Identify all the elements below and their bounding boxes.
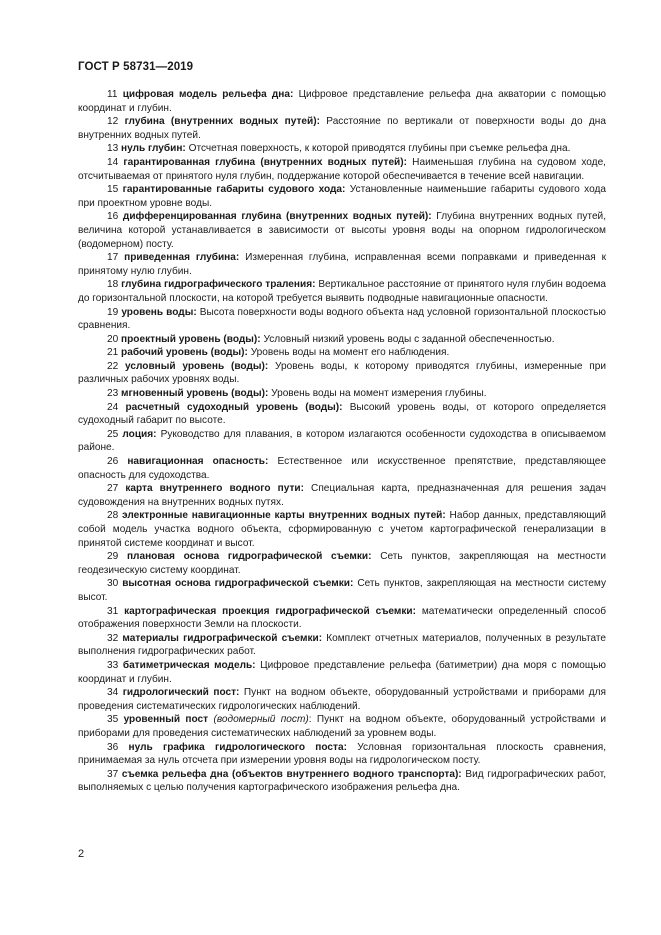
term-entry bbox=[78, 509, 606, 550]
term-name: приведенная глубина: bbox=[124, 252, 240, 264]
term-number: 26 bbox=[107, 456, 119, 468]
term-number: 33 bbox=[107, 659, 119, 671]
term-definition: Условная горизонтальная плоскость сравнения, принимаемая за нуль отсчета при измерении уровня воды на гидрологическом посту. bbox=[78, 741, 607, 767]
term-number: 17 bbox=[107, 252, 119, 264]
term-entry bbox=[78, 605, 606, 632]
term-entry bbox=[78, 741, 606, 768]
term-definition: Уровень воды на момент измерения глубины. bbox=[271, 388, 487, 400]
term-number: 36 bbox=[107, 741, 119, 753]
term-entry bbox=[78, 142, 606, 156]
term-number: 13 bbox=[107, 143, 119, 155]
term-number: 27 bbox=[107, 483, 119, 495]
term-number: 30 bbox=[107, 578, 119, 590]
term-entry bbox=[78, 401, 606, 428]
term-name: цифровая модель рельефа дна: bbox=[122, 89, 294, 100]
term-entry bbox=[78, 686, 606, 713]
term-name: съемка рельефа дна (объектов внутреннего водного транспорта): bbox=[121, 768, 462, 780]
term-number: 16 bbox=[107, 211, 119, 223]
term-name: гарантированные габариты судового хода: bbox=[122, 184, 346, 196]
term-number: 21 bbox=[107, 347, 119, 359]
term-definition: Установленные наименьшие габариты судового хода при проектном уровне воды. bbox=[78, 184, 606, 209]
term-name: картографическая проекция гидрографической съемки: bbox=[124, 605, 416, 617]
page-number: 2 bbox=[78, 848, 85, 860]
term-number: 32 bbox=[107, 632, 119, 644]
term-number: 31 bbox=[107, 605, 119, 617]
term-definition: Пункт на водном объекте, оборудованный устройствами и приборами для проведения систематических гидрологических наблюдений. bbox=[78, 687, 606, 712]
term-definition: Наименьшая глубина на судовом ходе, отсчитываемая от принятого нуля глубин, поддержание которой обеспечивается в течение всей навигации. bbox=[78, 156, 606, 182]
term-definition: Естественное или искусственное препятствие, представляющее опасность для судоходства. bbox=[78, 456, 606, 481]
term-definition: Условный низкий уровень воды с заданной обеспеченностью. bbox=[263, 333, 555, 345]
term-number: 11 bbox=[107, 89, 118, 100]
term-number: 25 bbox=[107, 428, 119, 440]
term-entry bbox=[78, 333, 606, 347]
term-entry bbox=[78, 659, 606, 686]
term-name: рабочий уровень (воды): bbox=[121, 347, 248, 359]
term-name: карта внутреннего водного пути: bbox=[125, 483, 304, 495]
term-name: условный уровень (воды): bbox=[125, 360, 269, 372]
term-definition: Вид гидрографических работ, выполняемых с целью получения картографического изображения рельефа дна. bbox=[78, 768, 606, 794]
terms-list bbox=[78, 88, 606, 795]
term-definition: Сеть пунктов, закрепляющая на местности геодезическую систему координат. bbox=[78, 551, 606, 576]
term-number: 14 bbox=[107, 156, 119, 168]
term-definition: Высокий уровень воды, от которого определяется судоходный габарит по высоте. bbox=[78, 401, 606, 427]
term-definition: математически определенный способ отображения поверхности Земли на плоскости. bbox=[78, 605, 607, 631]
term-name: дифференцированная глубина (внутренних водных путей): bbox=[122, 211, 432, 223]
term-name: проектный уровень (воды): bbox=[121, 333, 261, 345]
term-name: гидрологический пост: bbox=[122, 687, 240, 699]
term-definition: Измеренная глубина, исправленная всеми поправками и приведенная к принятому нулю глубин. bbox=[78, 252, 606, 277]
term-name: плановая основа гидрографической съемки: bbox=[126, 551, 372, 563]
term-number: 15 bbox=[107, 184, 119, 196]
term-entry bbox=[78, 156, 606, 183]
term-number: 34 bbox=[107, 687, 119, 699]
term-number: 37 bbox=[107, 768, 119, 780]
term-entry bbox=[78, 210, 606, 251]
term-definition: Глубина внутренних водных путей, величина которой устанавливается в зависимости от высоты уровня воды на опорном гидрологическом (водомерном) посту. bbox=[78, 211, 607, 250]
term-definition: Цифровое представление рельефа (батиметрии) дна моря с помощью координат и глубин. bbox=[78, 659, 606, 685]
term-entry bbox=[78, 278, 606, 305]
term-definition: Уровень воды на момент его наблюдения. bbox=[250, 347, 450, 359]
term-entry bbox=[78, 306, 606, 333]
term-name: электронные навигационные карты внутренних водных путей: bbox=[122, 510, 446, 522]
term-definition: Отсчетная поверхность, к которой приводятся глубины при съемке рельефа дна. bbox=[188, 143, 571, 155]
term-definition: : Пункт на водном объекте, оборудованный устройствами и приборами для проведения систематических наблюдений за уровнем воды. bbox=[78, 714, 607, 739]
term-entry bbox=[78, 183, 606, 210]
term-definition: Расстояние по вертикали от поверхности воды до дна внутренних водных путей. bbox=[78, 116, 606, 141]
term-number: 22 bbox=[107, 360, 119, 372]
term-definition: Специальная карта, предназначенная для решения задач судовождения на внутренних водных путях. bbox=[78, 483, 606, 508]
term-name: расчетный судоходный уровень (воды): bbox=[125, 401, 343, 413]
term-name: глубина гидрографического траления: bbox=[121, 279, 316, 291]
term-definition: Сеть пунктов, закрепляющая на местности систему высот. bbox=[78, 578, 606, 603]
term-entry bbox=[78, 632, 606, 659]
term-number: 24 bbox=[107, 401, 119, 413]
term-definition: Руководство для плавания, в котором излагаются особенности судоходства в описываемом районе. bbox=[78, 428, 606, 454]
term-name: материалы гидрографической съемки: bbox=[122, 632, 323, 644]
term-number: 18 bbox=[107, 279, 119, 291]
term-entry bbox=[78, 768, 606, 795]
term-name: мгновенный уровень (воды): bbox=[121, 388, 269, 400]
term-entry bbox=[78, 88, 606, 115]
term-number: 20 bbox=[107, 333, 119, 345]
term-synonym: (водомерный пост) bbox=[213, 714, 309, 726]
term-number: 23 bbox=[107, 388, 119, 400]
term-entry bbox=[78, 346, 606, 360]
term-definition: Цифровое представление рельефа дна акватории с помощью координат и глубин. bbox=[78, 89, 606, 114]
term-entry bbox=[78, 482, 606, 509]
term-number: 28 bbox=[107, 510, 119, 522]
term-entry bbox=[78, 550, 606, 577]
term-number: 12 bbox=[107, 116, 119, 128]
term-name: лоция: bbox=[122, 428, 157, 440]
term-name: глубина (внутренних водных путей): bbox=[124, 116, 320, 128]
term-entry bbox=[78, 251, 606, 278]
term-entry bbox=[78, 713, 606, 740]
term-number: 35 bbox=[107, 714, 119, 726]
term-name: высотная основа гидрографической съемки: bbox=[122, 578, 354, 590]
term-definition: Уровень воды, к которому приводятся глубины, измеренные при различных рабочих уровнях воды. bbox=[78, 360, 606, 386]
term-entry bbox=[78, 577, 606, 604]
term-entry bbox=[78, 115, 606, 142]
term-name: навигационная опасность: bbox=[127, 456, 269, 468]
term-definition: Высота поверхности воды водного объекта над условной горизонтальной плоскостью сравнения. bbox=[78, 306, 606, 332]
term-name: нуль графика гидрологического поста: bbox=[128, 741, 347, 753]
term-number: 19 bbox=[107, 306, 119, 318]
term-name: батиметрическая модель: bbox=[122, 659, 256, 671]
term-name: гарантированная глубина (внутренних водных путей): bbox=[123, 156, 407, 168]
document-header: ГОСТ Р 58731—2019 bbox=[78, 61, 194, 73]
term-definition: Набор данных, представляющий собой модель участка водного объекта, сформированную с учетом картографической генерализации в принятой системе координат и высот. bbox=[78, 510, 606, 549]
term-definition: Комплект отчетных материалов, полученных в результате выполнения гидрографических работ. bbox=[78, 632, 606, 658]
term-entry bbox=[78, 428, 606, 455]
term-entry bbox=[78, 360, 606, 387]
term-definition: Вертикальное расстояние от принятого нуля глубин водоема до горизонтальной плоскости, на которой требуется выявить подводные навигационные опасности. bbox=[78, 279, 606, 304]
term-entry bbox=[78, 455, 606, 482]
term-name: уровенный пост bbox=[123, 714, 209, 726]
term-name: нуль глубин: bbox=[121, 143, 186, 155]
term-number: 29 bbox=[107, 551, 119, 563]
term-entry bbox=[78, 387, 606, 401]
term-name: уровень воды: bbox=[121, 306, 197, 318]
